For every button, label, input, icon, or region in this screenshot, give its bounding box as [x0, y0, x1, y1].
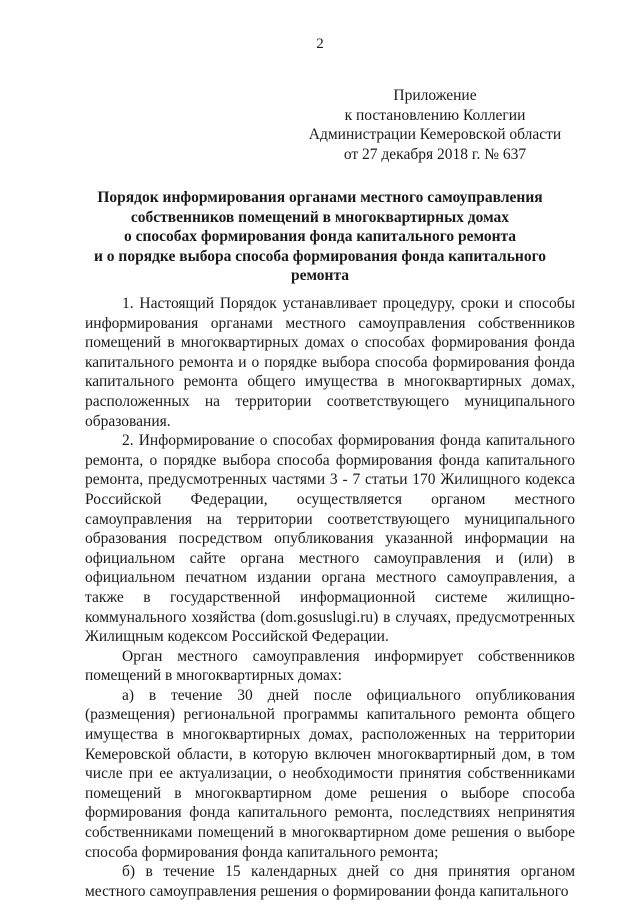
appendix-header — [290, 86, 580, 164]
appendix-line: Приложение — [393, 87, 477, 104]
title-line: Порядок информирования органами местного самоуправления — [97, 189, 543, 206]
appendix-line: Администрации Кемеровской области — [308, 126, 562, 143]
title-line: и о порядке выбора способа формирования фонда капитального — [93, 247, 547, 265]
title-line: ремонта — [290, 267, 350, 284]
document-body — [85, 294, 575, 901]
title-line: о способах формирования фонда капитального ремонта — [123, 228, 517, 245]
appendix-line: к постановлению Коллегии — [344, 106, 526, 124]
paragraph-2: 2. Информирование о способах формирования фонда капитального ремонта, о порядке выбора способа формирования фонда капитального ремонта, предусмотренных частями 3 - 7 статьи 170 Жилищного кодекса Российской Федерации, осуществляется органом местного самоуправления на территории соответствующего муниципального образования посредством опубликования указанной информации на официальном сайте органа местного самоуправления и (или) в официальном печатном издании органа местного самоуправления, а также в государственной информационной системе жилищно-коммунального хозяйства (dom.gosuslugi.ru) в случаях, предусмотренных Жилищным кодексом Российской Федерации. — [85, 432, 575, 646]
title-line: собственников помещений в многоквартирных домах — [130, 208, 510, 226]
paragraph-item-a: а) в течение 30 дней после официального опубликования (размещения) региональной программы капитального ремонта общего имущества в многоквартирных домах, расположенных на территории Кемеровской области, в которую включен многоквартирный дом, в том числе при ее актуализации, о необходимости принятия собственниками помещений в многоквартирном доме решения о выборе способа формирования фонда капитального ремонта, последствиях непринятия собственниками помещений в многоквартирном доме решения о выборе способа формирования фонда капитального ремонта; — [85, 686, 575, 861]
appendix-line: от 27 декабря 2018 г. № 637 — [343, 145, 527, 163]
paragraph-1: 1. Настоящий Порядок устанавливает процедуру, сроки и способы информирования органами местного самоуправления собственников помещений в многоквартирных домах о способах формирования фонда капитального ремонта и о порядке выбора способа формирования фонда капитального ремонта общего имущества в многоквартирных домах, расположенных на территории соответствующего муниципального образования. — [85, 295, 575, 430]
document-title — [70, 188, 570, 286]
page-number: 2 — [316, 36, 324, 52]
paragraph-item-b: б) в течение 15 календарных дней со дня принятия органом местного самоуправления решения о формировании фонда капитального — [85, 863, 575, 900]
paragraph-3: Орган местного самоуправления информирует собственников помещений в многоквартирных домах: — [85, 647, 575, 685]
